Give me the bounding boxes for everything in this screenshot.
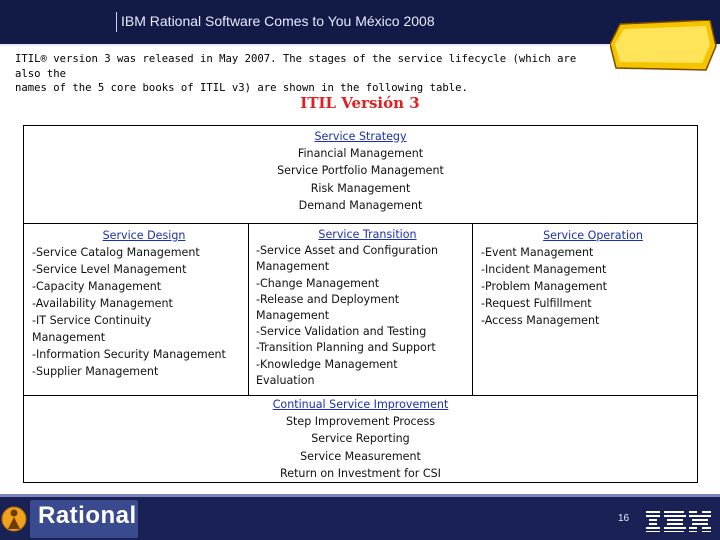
service-strategy-cell <box>24 126 697 225</box>
transition-item: -Change Management <box>256 276 380 290</box>
ibm-logo <box>646 510 712 532</box>
service-strategy-heading: Service Strategy <box>314 130 407 143</box>
operation-item: -Event Management <box>481 246 594 259</box>
improvement-item: Service Reporting <box>311 432 410 446</box>
transition-item: -Release and Deployment <box>256 292 400 306</box>
service-design-heading: Service Design <box>102 229 186 242</box>
service-transition-heading: Service Transition <box>318 228 417 241</box>
operation-item: -Request Fulfillment <box>481 297 592 310</box>
page-number: 16 <box>618 513 630 524</box>
design-item: Management <box>32 331 106 344</box>
transition-item: -Service Asset and Configuration <box>256 244 439 258</box>
design-item: -Availability Management <box>32 297 173 310</box>
service-operation-heading: Service Operation <box>543 229 643 242</box>
continual-improvement-heading: Continual Service Improvement <box>272 398 449 411</box>
transition-item: Management <box>256 260 330 274</box>
transition-item: Evaluation <box>256 373 315 387</box>
transition-item: -Service Validation and Testing <box>256 325 427 339</box>
transition-item: -Transition Planning and Support <box>256 341 436 355</box>
transition-item: -Knowledge Management <box>256 357 398 371</box>
itil-table <box>23 125 698 483</box>
footer-band <box>0 494 720 497</box>
operation-item: -Access Management <box>481 314 600 327</box>
rational-person-icon <box>0 500 28 538</box>
intro-line-2: names of the 5 core books of ITIL v3) are shown in the following table. <box>15 82 468 94</box>
strategy-item: Service Portfolio Management <box>277 164 444 178</box>
rational-logo: Rational <box>38 502 137 529</box>
improvement-item: Service Measurement <box>300 449 421 463</box>
design-item: -Capacity Management <box>32 280 162 293</box>
design-item: -IT Service Continuity <box>32 314 152 327</box>
presentation-title: IBM Rational Software Comes to You México 2008 <box>121 13 435 29</box>
header-separator <box>116 12 117 32</box>
service-transition-cell <box>249 223 479 389</box>
r-heroes-logo <box>610 20 718 72</box>
operation-item: -Incident Management <box>481 263 607 276</box>
section-title: ITIL Versión 3 <box>300 94 420 112</box>
service-operation-cell <box>473 223 705 329</box>
design-item: -Service Catalog Management <box>32 246 200 259</box>
design-item: -Service Level Management <box>32 263 187 276</box>
design-item: -Information Security Management <box>32 348 226 361</box>
service-design-cell <box>24 223 256 380</box>
improvement-item: Step Improvement Process <box>285 415 436 429</box>
transition-item: Management <box>256 309 330 323</box>
operation-item: -Problem Management <box>481 280 607 293</box>
strategy-item: Demand Management <box>298 198 423 212</box>
intro-line-1: ITIL® version 3 was released in May 2007. The stages of the service lifecycle (which are also the <box>15 53 577 80</box>
strategy-item: Risk Management <box>310 181 411 195</box>
continual-improvement-cell <box>24 395 697 482</box>
design-item: -Supplier Management <box>32 365 159 378</box>
strategy-item: Financial Management <box>297 147 424 161</box>
improvement-item: Return on Investment for CSI <box>280 466 441 480</box>
intro-text <box>15 52 585 96</box>
